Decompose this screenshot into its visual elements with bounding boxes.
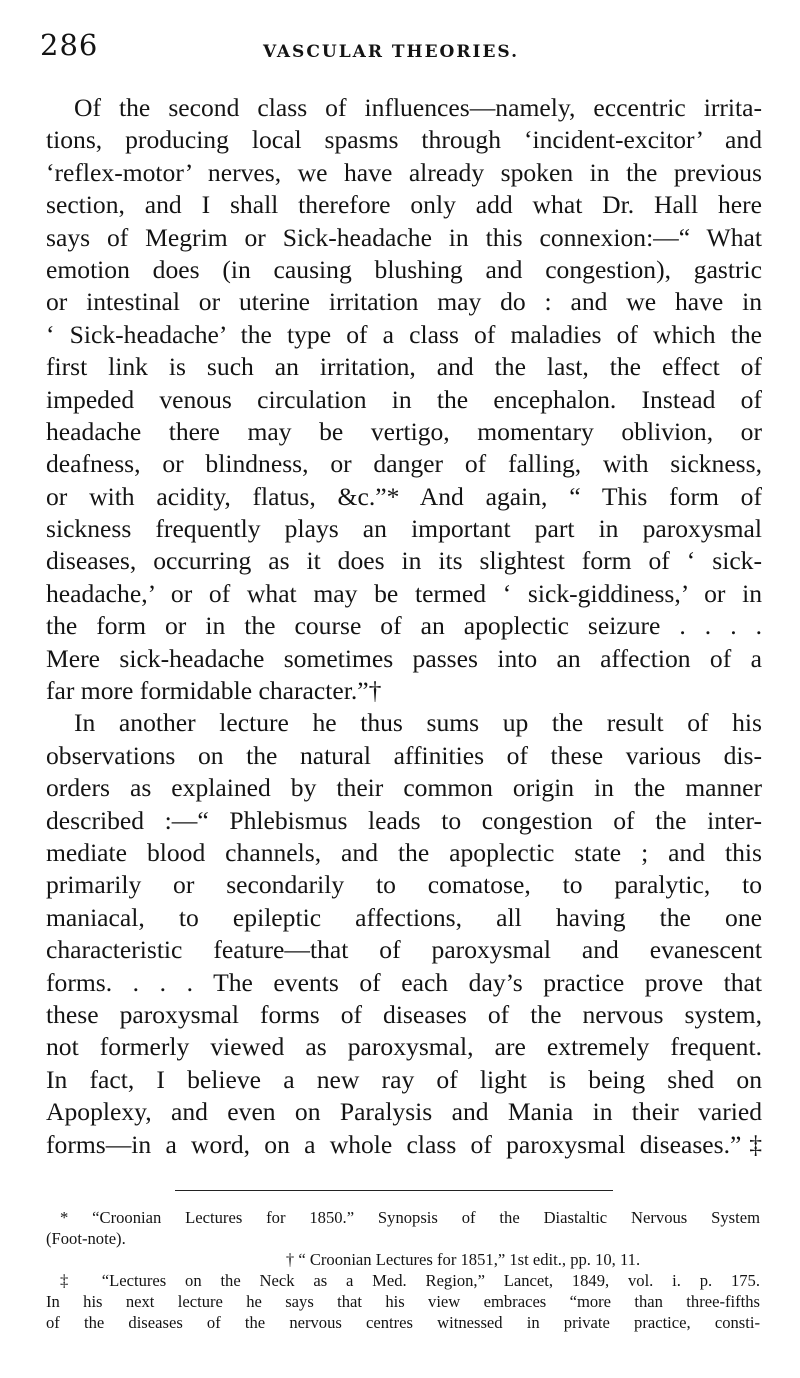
text-line: ‘ Sick-headache’ the type of a class of maladies of which the <box>46 319 762 349</box>
footnote-1-continuation: (Foot-note). <box>46 1229 126 1248</box>
page-header <box>40 28 780 72</box>
text-line: far more formidable character.”† <box>46 676 382 706</box>
text-line: the form or in the course of an apoplectic seizure . . . . <box>46 611 762 641</box>
body-text <box>46 92 762 1161</box>
text-line: forms. . . . The events of each day’s practice prove that <box>46 967 762 997</box>
text-line: mediate blood channels, and the apoplectic state ; and this <box>46 837 762 867</box>
text-line: impeded venous circulation in the encephalon. Instead of <box>46 384 762 414</box>
text-line: sickness frequently plays an important part in paroxysmal <box>46 514 762 544</box>
text-line: diseases, occurring as it does in its slightest form of ‘ sick- <box>46 546 762 576</box>
text-line: Apoplexy, and even on Paralysis and Mania in their varied <box>46 1097 762 1127</box>
page-number: 286 <box>40 28 99 62</box>
footnote-rule <box>175 1190 613 1191</box>
paragraph-2 <box>46 707 762 1160</box>
footnote-3-continuation: of the diseases of the nervous centres witnessed in private practice, consti- <box>46 1313 760 1332</box>
text-line: characteristic feature—that of paroxysmal and evanescent <box>46 935 762 965</box>
text-line: tions, producing local spasms through ‘incident-excitor’ and <box>46 125 762 155</box>
footnotes <box>46 1207 760 1333</box>
footnote-3: ‡ “Lectures on the Neck as a Med. Region,” Lancet, 1849, vol. i. p. 175. <box>60 1271 760 1290</box>
footnote-3-continuation: In his next lecture he says that his view embraces “more than three-fifths <box>46 1292 760 1311</box>
text-line: headache there may be vertigo, momentary oblivion, or <box>46 416 762 446</box>
text-line: maniacal, to epileptic affections, all having the one <box>46 902 762 932</box>
text-line: In fact, I believe a new ray of light is being shed on <box>46 1064 762 1094</box>
text-line: first link is such an irritation, and the last, the effect of <box>46 352 762 382</box>
text-line: deafness, or blindness, or danger of falling, with sickness, <box>46 449 762 479</box>
text-line: these paroxysmal forms of diseases of the nervous system, <box>46 999 762 1029</box>
text-line: section, and I shall therefore only add what Dr. Hall here <box>46 190 762 220</box>
text-line: In another lecture he thus sums up the result of his <box>74 708 762 738</box>
footnote-2: † “ Croonian Lectures for 1851,” 1st edit., pp. 10, 11. <box>285 1250 641 1269</box>
text-line: ‘reflex-motor’ nerves, we have already spoken in the previous <box>46 157 762 187</box>
text-line: observations on the natural affinities of these various dis- <box>46 740 762 770</box>
paragraph-1 <box>46 92 762 707</box>
text-line: Of the second class of influences—namely, eccentric irrita- <box>74 93 762 122</box>
text-line: Mere sick-headache sometimes passes into an affection of a <box>46 643 762 673</box>
text-line: described :—“ Phlebismus leads to congestion of the inter- <box>46 805 762 835</box>
text-line: emotion does (in causing blushing and congestion), gastric <box>46 254 762 284</box>
text-line: orders as explained by their common origin in the manner <box>46 773 762 803</box>
running-head: VASCULAR THEORIES. <box>263 42 519 62</box>
text-line: says of Megrim or Sick-headache in this connexion:—“ What <box>46 222 762 252</box>
text-line: or intestinal or uterine irritation may do : and we have in <box>46 287 762 317</box>
footnote-1: * “Croonian Lectures for 1850.” Synopsis of the Diastaltic Nervous System <box>60 1208 760 1227</box>
text-line: not formerly viewed as paroxysmal, are extremely frequent. <box>46 1032 762 1062</box>
text-line: or with acidity, flatus, &c.”* And again, “ This form of <box>46 481 762 511</box>
text-line: primarily or secondarily to comatose, to paralytic, to <box>46 870 762 900</box>
text-line: headache,’ or of what may be termed ‘ sick-giddiness,’ or in <box>46 578 762 608</box>
text-line: forms—in a word, on a whole class of paroxysmal diseases.”‡ <box>46 1129 762 1159</box>
